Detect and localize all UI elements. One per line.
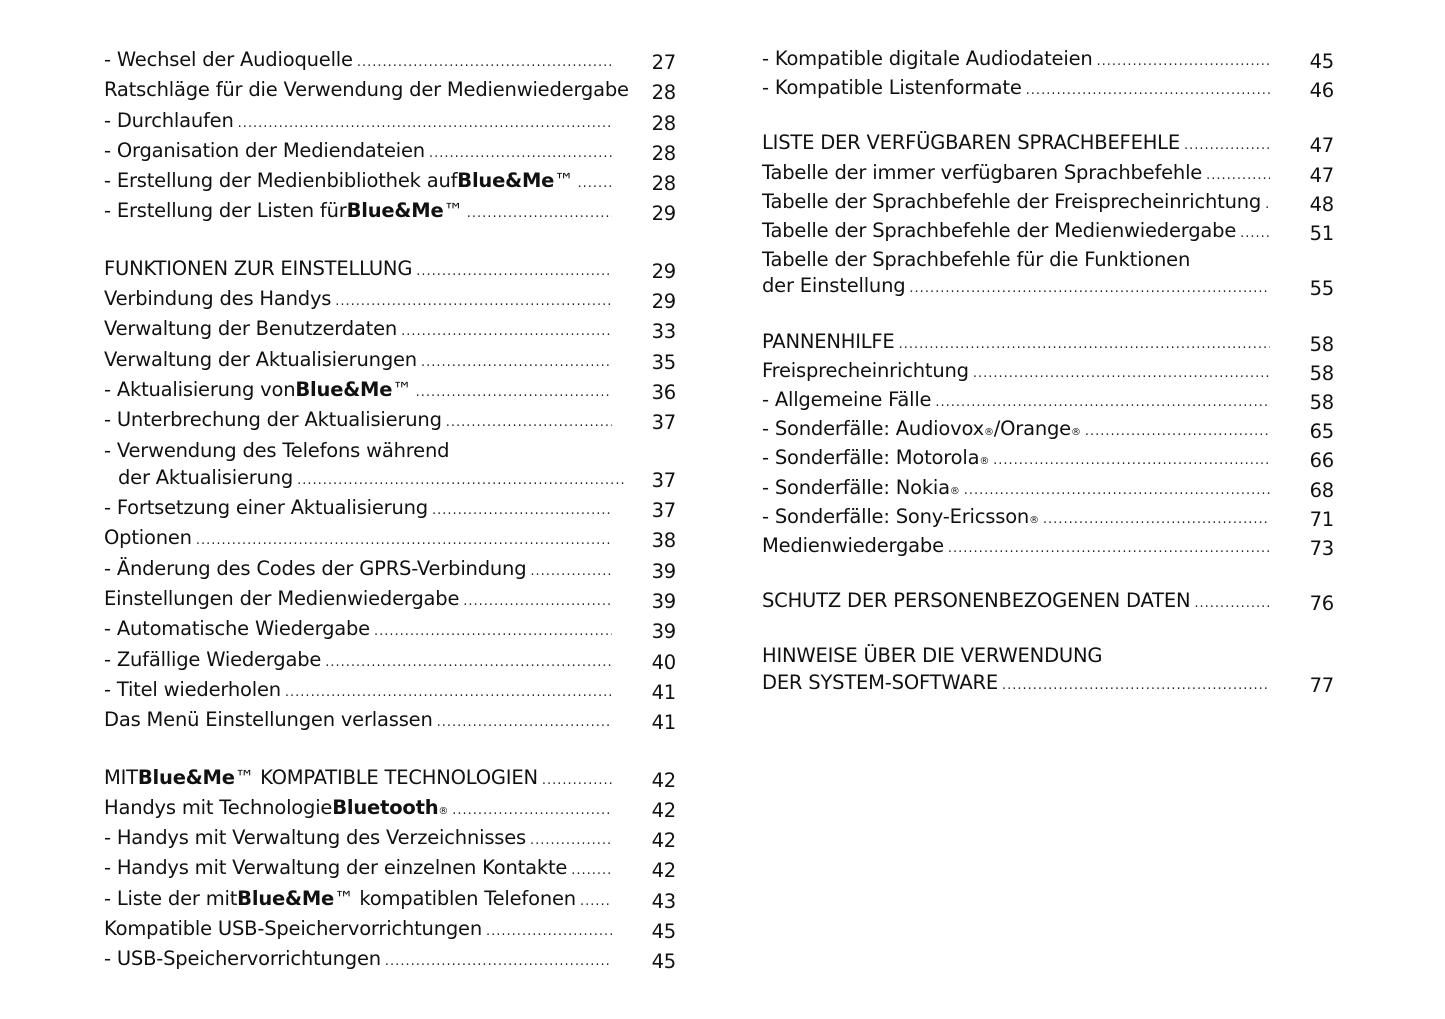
page-number: 33: [651, 320, 676, 344]
toc-entry[interactable]: - Kompatible Listenformate ..... 46: [762, 75, 1334, 104]
toc-left-column: [104, 46, 676, 976]
toc-entry[interactable]: Ratschläge für die Verwendung der Medienwiedergabe 28: [104, 76, 676, 106]
page-number: 55: [1309, 277, 1334, 301]
toc-entry[interactable]: Tabelle der Sprachbefehle für die Funktionen der Einstellung ..... 55: [762, 247, 1334, 302]
toc-entry[interactable]: Verbindung des Handys ..... 29: [104, 285, 676, 315]
toc-entry[interactable]: - Sonderfälle: Audiovox ® /Orange ® ..... 65: [762, 416, 1334, 445]
toc-entry[interactable]: - Erstellung der Medienbibliothek auf Blue&Me ™ ..... 28: [104, 167, 676, 197]
toc-section-heading[interactable]: PANNENHILFE ..... 58: [762, 329, 1334, 358]
page-number: 35: [651, 350, 676, 374]
page-number: 71: [1309, 507, 1334, 531]
toc-entry[interactable]: - Durchlaufen ..... 28: [104, 107, 676, 137]
page-number: 36: [651, 380, 676, 404]
toc-entry[interactable]: Optionen ..... 38: [104, 524, 676, 554]
page-number: 47: [1309, 134, 1334, 158]
page-number: 29: [651, 259, 676, 283]
page-number: 48: [1309, 192, 1334, 216]
page-number: 38: [651, 529, 676, 553]
toc-entry[interactable]: - Kompatible digitale Audiodateien ..... 45: [762, 46, 1334, 75]
page-number: 43: [651, 889, 676, 913]
page-number: 45: [1309, 50, 1334, 73]
page-number: 41: [651, 680, 676, 704]
toc-entry[interactable]: - Zufällige Wiedergabe ..... 40: [104, 646, 676, 676]
page-number: 42: [651, 798, 676, 822]
toc-entry[interactable]: - Erstellung der Listen für Blue&Me ™ ..... 29: [104, 197, 676, 227]
page-number: 37: [651, 499, 676, 523]
toc-right-column: [762, 46, 1334, 699]
page-number: 47: [1309, 163, 1334, 187]
page-number: 27: [651, 51, 676, 74]
toc-entry[interactable]: Verwaltung der Aktualisierungen ..... 35: [104, 346, 676, 376]
toc-entry[interactable]: Handys mit Technologie Bluetooth ® ..... 42: [104, 794, 676, 824]
page-number: 39: [651, 559, 676, 583]
page-number: 29: [651, 290, 676, 314]
toc-entry[interactable]: - Sonderfälle: Sony-Ericsson ® ..... 71: [762, 504, 1334, 533]
toc-entry[interactable]: Tabelle der Sprachbefehle der Freisprecheinrichtung ..... 48: [762, 189, 1334, 218]
toc-section-heading[interactable]: FUNKTIONEN ZUR EINSTELLUNG ..... 29: [104, 255, 676, 285]
toc-entry[interactable]: Das Menü Einstellungen verlassen ..... 41: [104, 706, 676, 736]
toc-entry[interactable]: - Aktualisierung von Blue&Me ™ ..... 36: [104, 376, 676, 406]
toc-entry[interactable]: Freisprecheinrichtung ..... 58: [762, 358, 1334, 387]
page-number: 28: [651, 141, 676, 165]
toc-entry[interactable]: - Fortsetzung einer Aktualisierung ..... 37: [104, 494, 676, 524]
page-number: 42: [651, 829, 676, 853]
page-number: 45: [651, 950, 676, 974]
page-number: 28: [651, 172, 676, 196]
toc-entry[interactable]: - Wechsel der Audioquelle ..... 27: [104, 46, 676, 76]
toc-entry[interactable]: - Unterbrechung der Aktualisierung ..... 37: [104, 406, 676, 436]
page-number: 65: [1309, 420, 1334, 444]
page-number: 29: [651, 202, 676, 226]
toc-entry[interactable]: - Verwendung des Telefons während der Aktualisierung ..... 37: [104, 437, 676, 495]
toc-section-heading[interactable]: MIT Blue&Me ™ KOMPATIBLE TECHNOLOGIEN ..... 42: [104, 764, 676, 794]
page-number: 73: [1309, 537, 1334, 561]
toc-entry[interactable]: - Sonderfälle: Motorola ® ..... 66: [762, 445, 1334, 474]
toc-entry[interactable]: - Änderung des Codes der GPRS-Verbindung ..... 39: [104, 555, 676, 585]
toc-entry[interactable]: Einstellungen der Medienwiedergabe ..... 39: [104, 585, 676, 615]
page-number: 42: [651, 768, 676, 792]
page-number: 37: [651, 411, 676, 435]
page-number: 58: [1309, 332, 1334, 356]
page-number: 41: [651, 711, 676, 735]
page-number: 37: [651, 468, 676, 492]
toc-entry[interactable]: - Allgemeine Fälle ..... 58: [762, 387, 1334, 416]
page-number: 51: [1309, 222, 1334, 246]
page-number: 39: [651, 620, 676, 644]
toc-entry[interactable]: Tabelle der Sprachbefehle der Medienwiedergabe ..... 51: [762, 218, 1334, 247]
toc-entry[interactable]: - Handys mit Verwaltung der einzelnen Kontakte ..... 42: [104, 854, 676, 884]
toc-entry[interactable]: Medienwiedergabe ..... 73: [762, 533, 1334, 562]
toc-entry[interactable]: Kompatible USB-Speichervorrichtungen ..... 45: [104, 915, 676, 945]
toc-entry[interactable]: Verwaltung der Benutzerdaten ..... 33: [104, 315, 676, 345]
toc-entry[interactable]: - Automatische Wiedergabe ..... 39: [104, 615, 676, 645]
page-number: 46: [1309, 79, 1334, 103]
page-number: 66: [1309, 449, 1334, 473]
page-number: 40: [651, 650, 676, 674]
toc-entry[interactable]: - Liste der mit Blue&Me ™ kompatiblen Telefonen ..... 43: [104, 885, 676, 915]
page-number: 68: [1309, 478, 1334, 502]
page-number: 39: [651, 590, 676, 614]
page-number: 58: [1309, 361, 1334, 385]
page-number: 28: [651, 111, 676, 135]
toc-section-heading[interactable]: SCHUTZ DER PERSONENBEZOGENEN DATEN ..... 76: [762, 588, 1334, 617]
page-number: 76: [1309, 592, 1334, 616]
toc-entry[interactable]: - Titel wiederholen ..... 41: [104, 676, 676, 706]
page-number: 42: [651, 859, 676, 883]
page-number: 28: [651, 81, 676, 105]
toc-entry[interactable]: - Organisation der Mediendateien ..... 28: [104, 137, 676, 167]
toc-section-heading[interactable]: HINWEISE ÜBER DIE VERWENDUNG DER SYSTEM-SOFTWARE ..... 77: [762, 643, 1334, 698]
page-number: 58: [1309, 391, 1334, 415]
page-number: 45: [651, 920, 676, 944]
toc-section-heading[interactable]: LISTE DER VERFÜGBAREN SPRACHBEFEHLE ..... 47: [762, 130, 1334, 159]
toc-entry[interactable]: - Sonderfälle: Nokia ® ..... 68: [762, 475, 1334, 504]
page-number: 77: [1309, 673, 1334, 697]
toc-entry[interactable]: - Handys mit Verwaltung des Verzeichnisses ..... 42: [104, 824, 676, 854]
toc-entry[interactable]: Tabelle der immer verfügbaren Sprachbefehle ..... 47: [762, 160, 1334, 189]
toc-entry[interactable]: - USB-Speichervorrichtungen ..... 45: [104, 945, 676, 975]
